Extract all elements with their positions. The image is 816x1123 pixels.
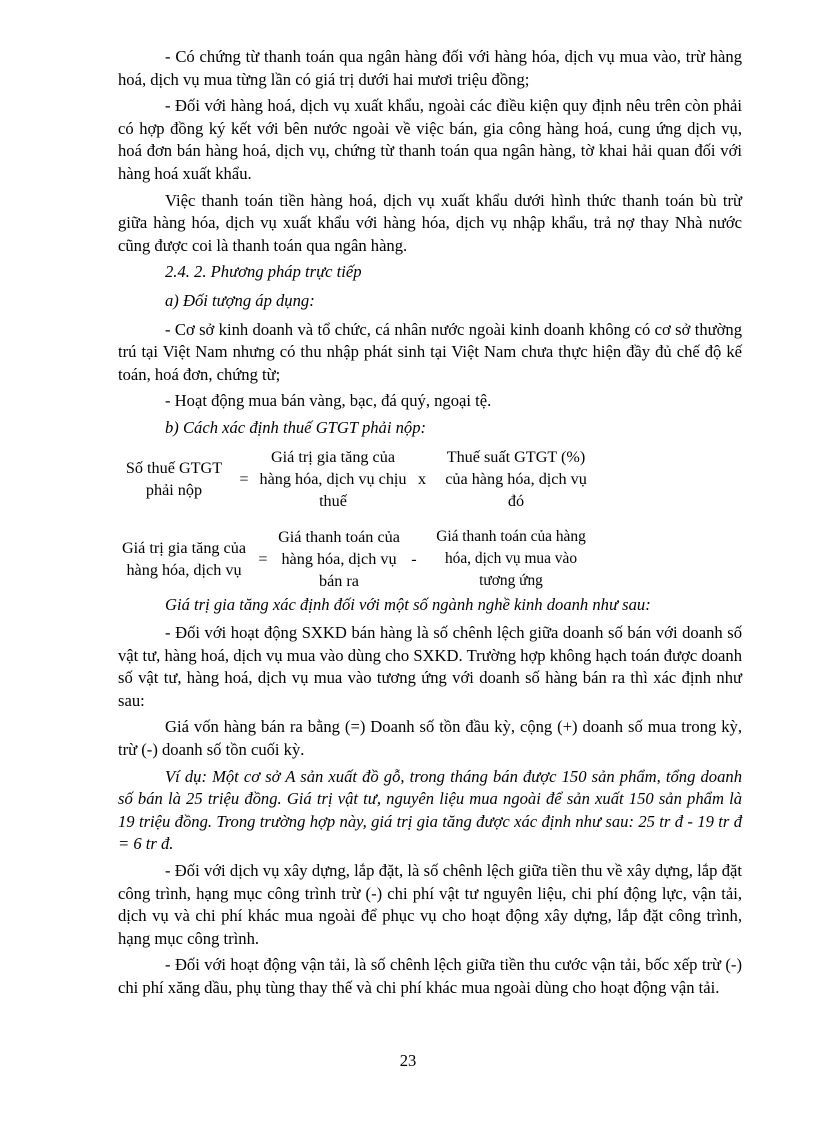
paragraph-payment-proof: - Có chứng từ thanh toán qua ngân hàng đối với hàng hóa, dịch vụ mua vào, trừ hàng hoá, dịch vụ mua từng lần có giá trị dưới hai mươi triệu đồng;: [118, 47, 742, 89]
equals-sign: =: [239, 469, 249, 488]
formula-term-vat-rate: Thuế suất GTGT (%) của hàng hóa, dịch vụ đó: [445, 447, 587, 510]
paragraph-cost-of-goods: Giá vốn hàng bán ra bằng (=) Doanh số tồn đầu kỳ, cộng (+) doanh số mua trong kỳ, trừ (-) doanh số tồn cuối kỳ.: [118, 717, 742, 760]
formula-term-sale-price: Giá thanh toán của hàng hóa, dịch vụ bán ra: [278, 527, 400, 590]
paragraph-offset-payment: Việc thanh toán tiền hàng hoá, dịch vụ xuất khẩu dưới hình thức thanh toán bù trừ giữa hàng hóa, dịch vụ xuất khẩu với hàng hóa, dịch vụ nhập khẩu, trả nợ thay Nhà nước cũng được coi là thanh toán qua ngân hàng.: [118, 190, 742, 255]
section-heading-direct-method: 2.4. 2. Phương pháp trực tiếp: [165, 262, 362, 282]
paragraph-production-sales: - Đối với hoạt động SXKD bán hàng là số chênh lệch giữa doanh số bán với doanh số vật tư, hàng hoá, dịch vụ mua vào dùng cho SXKD. Trường hợp không hạch toán được doanh số vật tư, hàng hoá, dịch vụ mua vào tương ứng với doanh số hàng bán ra thì xác định như sau:: [118, 623, 742, 710]
equals-sign: =: [258, 549, 268, 568]
paragraph-construction: - Đối với dịch vụ xây dựng, lắp đặt, là số chênh lệch giữa tiền thu về xây dựng, lắp đặt công trình, hạng mục công trình trừ (-) chi phí vật tư nguyên liệu, chi phí động lực, vận tải, dịch vụ và chi phí khác mua ngoài để phục vụ cho hoạt động xây dựng, lắp đặt công trình, hạng mục công trình.: [118, 861, 742, 948]
formula-term-purchase-price: Giá thanh toán của hàng hóa, dịch vụ mua vào tương ứng: [436, 527, 586, 589]
paragraph-transport: - Đối với hoạt động vận tải, là số chênh lệch giữa tiền thu cước vận tải, bốc xếp trừ (-) chi phí xăng dầu, phụ tùng thay thế và chi phí khác mua ngoài dùng cho hoạt động vận tải.: [118, 955, 742, 997]
formula-value-added: [118, 526, 742, 592]
formula-vat-payable: [118, 446, 742, 512]
formula-term-value-added: Giá trị gia tăng của hàng hóa, dịch vụ chịu thuế: [259, 447, 407, 510]
paragraph-export-conditions: - Đối với hàng hoá, dịch vụ xuất khẩu, ngoài các điều kiện quy định nêu trên còn phải có hợp đồng ký kết với bên nước ngoài về việc bán, gia công hàng hoá, cung ứng dịch vụ, hoá đơn bán hàng hoá, dịch vụ, chứng từ thanh toán qua ngân hàng, tờ khai hải quan đối với hàng hoá xuất khẩu.: [118, 96, 742, 183]
paragraph-foreign-business: - Cơ sở kinh doanh và tổ chức, cá nhân nước ngoài kinh doanh không có cơ sở thường trú tại Việt Nam nhưng có thu nhập phát sinh tại Việt Nam chưa thực hiện đầy đủ chế độ kế toán, hoá đơn, chứng từ;: [118, 319, 742, 384]
document-page: [118, 46, 742, 1004]
subheading-vat-calculation: b) Cách xác định thuế GTGT phải nộp:: [165, 417, 427, 437]
subheading-industry-value-added: Giá trị gia tăng xác định đối với một số ngành nghề kinh doanh như sau:: [165, 594, 651, 614]
multiply-sign: x: [417, 469, 427, 488]
paragraph-gold-trading: - Hoạt động mua bán vàng, bạc, đá quý, ngoại tệ.: [165, 391, 492, 411]
paragraph-example: Ví dụ: Một cơ sở A sản xuất đồ gỗ, trong tháng bán được 150 sản phẩm, tổng doanh số bán là 25 triệu đồng. Giá trị vật tư, nguyên liệu mua ngoài để sản xuất 150 sản phẩm là 19 triệu đồng. Trong trường hợp này, giá trị gia tăng được xác định như sau: 25 tr đ - 19 tr đ = 6 tr đ.: [118, 766, 742, 854]
minus-sign: -: [411, 549, 417, 568]
formula-term-vat-payable: Số thuế GTGT phải nộp: [125, 458, 223, 499]
page-number: 23: [399, 1051, 417, 1070]
subheading-applicable-subjects: a) Đối tượng áp dụng:: [165, 290, 315, 310]
formula-term-value-added-result: Giá trị gia tăng của hàng hóa, dịch vụ: [121, 538, 247, 579]
